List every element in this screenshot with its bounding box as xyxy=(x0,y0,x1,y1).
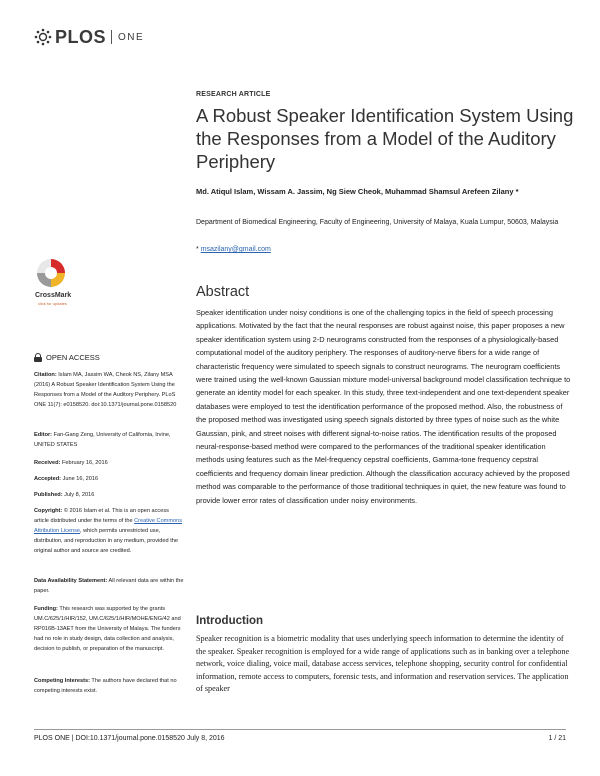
citation-block xyxy=(34,370,184,410)
copyright-text-cont: , which permits unrestricted use, distribution, and reproduction in any medium, provided the original author and source are credited. xyxy=(34,528,178,554)
crossmark-icon xyxy=(34,258,74,292)
open-access-badge xyxy=(34,353,100,362)
introduction-text: Speaker recognition is a biometric modality that uses underlying speech information to determine the identity of the speaker. Speaker recognition is employed for a wide range of applications such as in banking over a telephone network, voice dialing, voice mail, database access services, telephone shopping, security control for confidential information, remote access to computers, forensic tests, and information and reservation services. The application of speaker xyxy=(196,634,570,694)
author-list: Md. Atiqul Islam, Wissam A. Jassim, Ng Siew Cheok, Muhammad Shamsul Arefeen Zilany * xyxy=(196,187,519,196)
accepted-label: Accepted: xyxy=(34,476,62,482)
editor-block xyxy=(34,430,184,450)
received-block xyxy=(34,458,184,468)
plos-dots-icon xyxy=(34,28,52,46)
funding-label: Funding: xyxy=(34,606,58,612)
plos-one-logo[interactable] xyxy=(34,26,144,48)
citation-label: Citation: xyxy=(34,372,57,378)
editor-text: Fan-Gang Zeng, University of California, Irvine, UNITED STATES xyxy=(34,432,171,448)
crossmark-sublabel[interactable]: click for updates xyxy=(38,301,67,306)
copyright-text: © 2016 Islam et al. This is an open access article distributed under the terms of the xyxy=(34,508,169,524)
funding-block xyxy=(34,604,184,654)
copyright-label: Copyright: xyxy=(34,508,63,514)
article-title: A Robust Speaker Identification System Using the Responses from a Model of the Auditory Periphery xyxy=(196,105,574,172)
open-lock-icon xyxy=(34,353,42,362)
data-availability-label: Data Availability Statement: xyxy=(34,578,108,584)
logo-divider xyxy=(111,30,112,44)
copyright-block xyxy=(34,506,184,556)
logo-journal-text: ONE xyxy=(118,31,145,43)
affiliation: Department of Biomedical Engineering, Faculty of Engineering, University of Malaya, Kuala Lumpur, 50603, Malaysia xyxy=(196,219,559,226)
received-date: February 16, 2016 xyxy=(62,460,108,466)
crossmark-label: CrossMark xyxy=(35,292,72,299)
correspondence xyxy=(196,246,271,253)
article-type-label: RESEARCH ARTICLE xyxy=(196,91,271,98)
funding-text: This research was supported by the grants UM.C/625/1/HIR/152, UM.C/625/1/HIR/MOHE/ENG/42 and RP016B-13AET from the University of Malaya. The funders had no role in study design, data collection and analysis, decision to publish, or preparation of the manuscript. xyxy=(34,606,181,652)
competing-interests-block xyxy=(34,676,184,696)
accepted-block xyxy=(34,474,184,484)
abstract-heading: Abstract xyxy=(196,284,250,300)
published-date: July 8, 2016 xyxy=(64,492,95,498)
license-link[interactable]: Creative Commons Attribution License xyxy=(34,518,183,534)
accepted-date: June 16, 2016 xyxy=(62,476,99,482)
page-number: 1 / 21 xyxy=(548,735,566,742)
correspondence-email-link[interactable]: msazilany@gmail.com xyxy=(200,246,271,253)
footer-divider xyxy=(34,729,566,730)
published-block xyxy=(34,490,184,500)
published-label: Published: xyxy=(34,492,63,498)
data-availability-text: All relevant data are within the paper. xyxy=(34,578,184,594)
citation-text: Islam MA, Jassim WA, Cheok NS, Zilany MSA (2016) A Robust Speaker Identification System Using the Responses from a Model of the Auditory Periphery. PLoS ONE 11(7): e0158520. doi:10.1371/journal.pone.0158520 xyxy=(34,372,177,408)
data-availability-block xyxy=(34,576,184,596)
correspondence-marker: * xyxy=(196,246,199,253)
editor-label: Editor: xyxy=(34,432,53,438)
competing-interests-text: The authors have declared that no competing interests exist. xyxy=(34,678,177,694)
introduction-heading: Introduction xyxy=(196,615,264,627)
competing-interests-label: Competing Interests: xyxy=(34,678,90,684)
logo-plos-text: PLOS xyxy=(55,26,107,47)
footer-citation: PLOS ONE | DOI:10.1371/journal.pone.0158520 July 8, 2016 xyxy=(34,735,225,742)
abstract-text: Speaker identification under noisy conditions is one of the challenging topics in the field of speech processing applications. Motivated by the fact that the neural responses are robust against noise, this paper proposes a new speaker identification system using 2-D neurograms constructed from the responses of a physiologically-based computational model of the auditory periphery. The responses of auditory-nerve fibers for a wide range of characteristic frequency were simulated to speech signals to construct neurograms. The neurogram coefficients were trained using the well-known Gaussian mixture model-universal background model classification technique to generate an identity model for each speaker. In this study, three text-independent and one text-dependent speaker databases were employed to test the identification performance of the proposed method. Also, the robustness of the proposed method was investigated using speech signals distorted by three types of noise such as the white Gaussian, pink, and street noises with different signal-to-noise ratios. The identification results of the proposed neural-response-based method were compared to the performances of the traditional speaker identification methods using features such as the Mel-frequency cepstral coefficients, Gamma-tone frequency cepstral coefficients and frequency domain linear prediction. Although the classification accuracy achieved by the proposed method was comparable to the performance of those traditional techniques in quiet, the new feature was found to provide lower error rates of classification under noisy environments. xyxy=(196,308,571,505)
received-label: Received: xyxy=(34,460,61,466)
open-access-label: OPEN ACCESS xyxy=(46,353,100,362)
